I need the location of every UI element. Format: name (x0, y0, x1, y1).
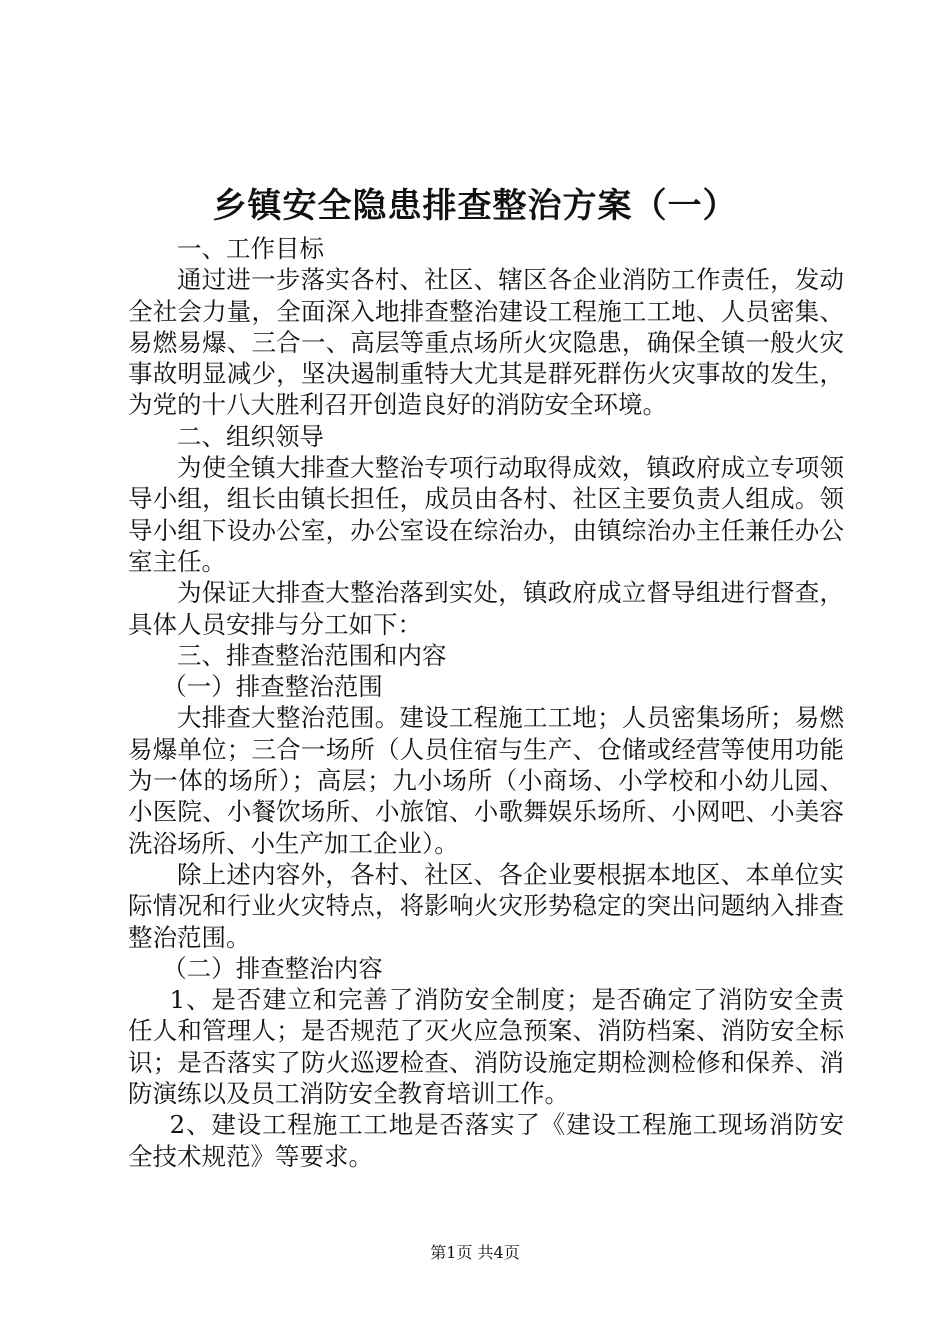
section-heading-1: 一、工作目标 (177, 234, 324, 263)
document-title: 乡镇安全隐患排查整治方案（一） (212, 186, 738, 226)
paragraph-scope: 大排查大整治范围。建设工程施工工地；人员密集场所；易燃易爆单位；三合一场所（人员住宿与生产、仓储或经营等使用功能为一体的场所）；高层；九小场所（小商场、小学校和小幼儿园、小医院、小餐饮场所、小旅馆、小歌舞娱乐场所、小网吧、小美容洗浴场所、小生产加工企业）。 (128, 703, 844, 858)
section-heading-3: 三、排查整治范围和内容 (177, 640, 447, 670)
document-body (128, 233, 844, 1172)
paragraph-scope-extra: 除上述内容外，各村、社区、各企业要根据本地区、本单位实际情况和行业火灾特点，将影响火灾形势稳定的突出问题纳入排查整治范围。 (128, 859, 844, 952)
subsection-heading-2: （二）排查整治内容 (162, 953, 383, 983)
page-number-footer: 第1页 共4页 (430, 1243, 520, 1262)
paragraph-supervision: 为保证大排查大整治落到实处，镇政府成立督导组进行督查，具体人员安排与分工如下： (128, 578, 844, 639)
list-item-2: 2、建设工程施工工地是否落实了《建设工程施工现场消防安全技术规范》等要求。 (128, 1110, 844, 1171)
paragraph-leadership: 为使全镇大排查大整治专项行动取得成效，镇政府成立专项领导小组，组长由镇长担任，成员由各村、社区主要负责人组成。领导小组下设办公室，办公室设在综治办，由镇综治办主任兼任办公室主任。 (128, 453, 844, 576)
list-item-1: 1、是否建立和完善了消防安全制度；是否确定了消防安全责任人和管理人；是否规范了灭火应急预案、消防档案、消防安全标识；是否落实了防火巡逻检查、消防设施定期检测检修和保养、消防演练以及员工消防安全教育培训工作。 (128, 985, 844, 1109)
paragraph-work-goal: 通过进一步落实各村、社区、辖区各企业消防工作责任，发动全社会力量，全面深入地排查整治建设工程施工工地、人员密集、易燃易爆、三合一、高层等重点场所火灾隐患，确保全镇一般火灾事故明显减少，坚决遏制重特大尤其是群死群伤火灾事故的发生，为党的十八大胜利召开创造良好的消防安全环境。 (128, 265, 844, 420)
section-heading-2: 二、组织领导 (177, 421, 324, 451)
subsection-heading-1: （一）排查整治范围 (162, 672, 383, 702)
